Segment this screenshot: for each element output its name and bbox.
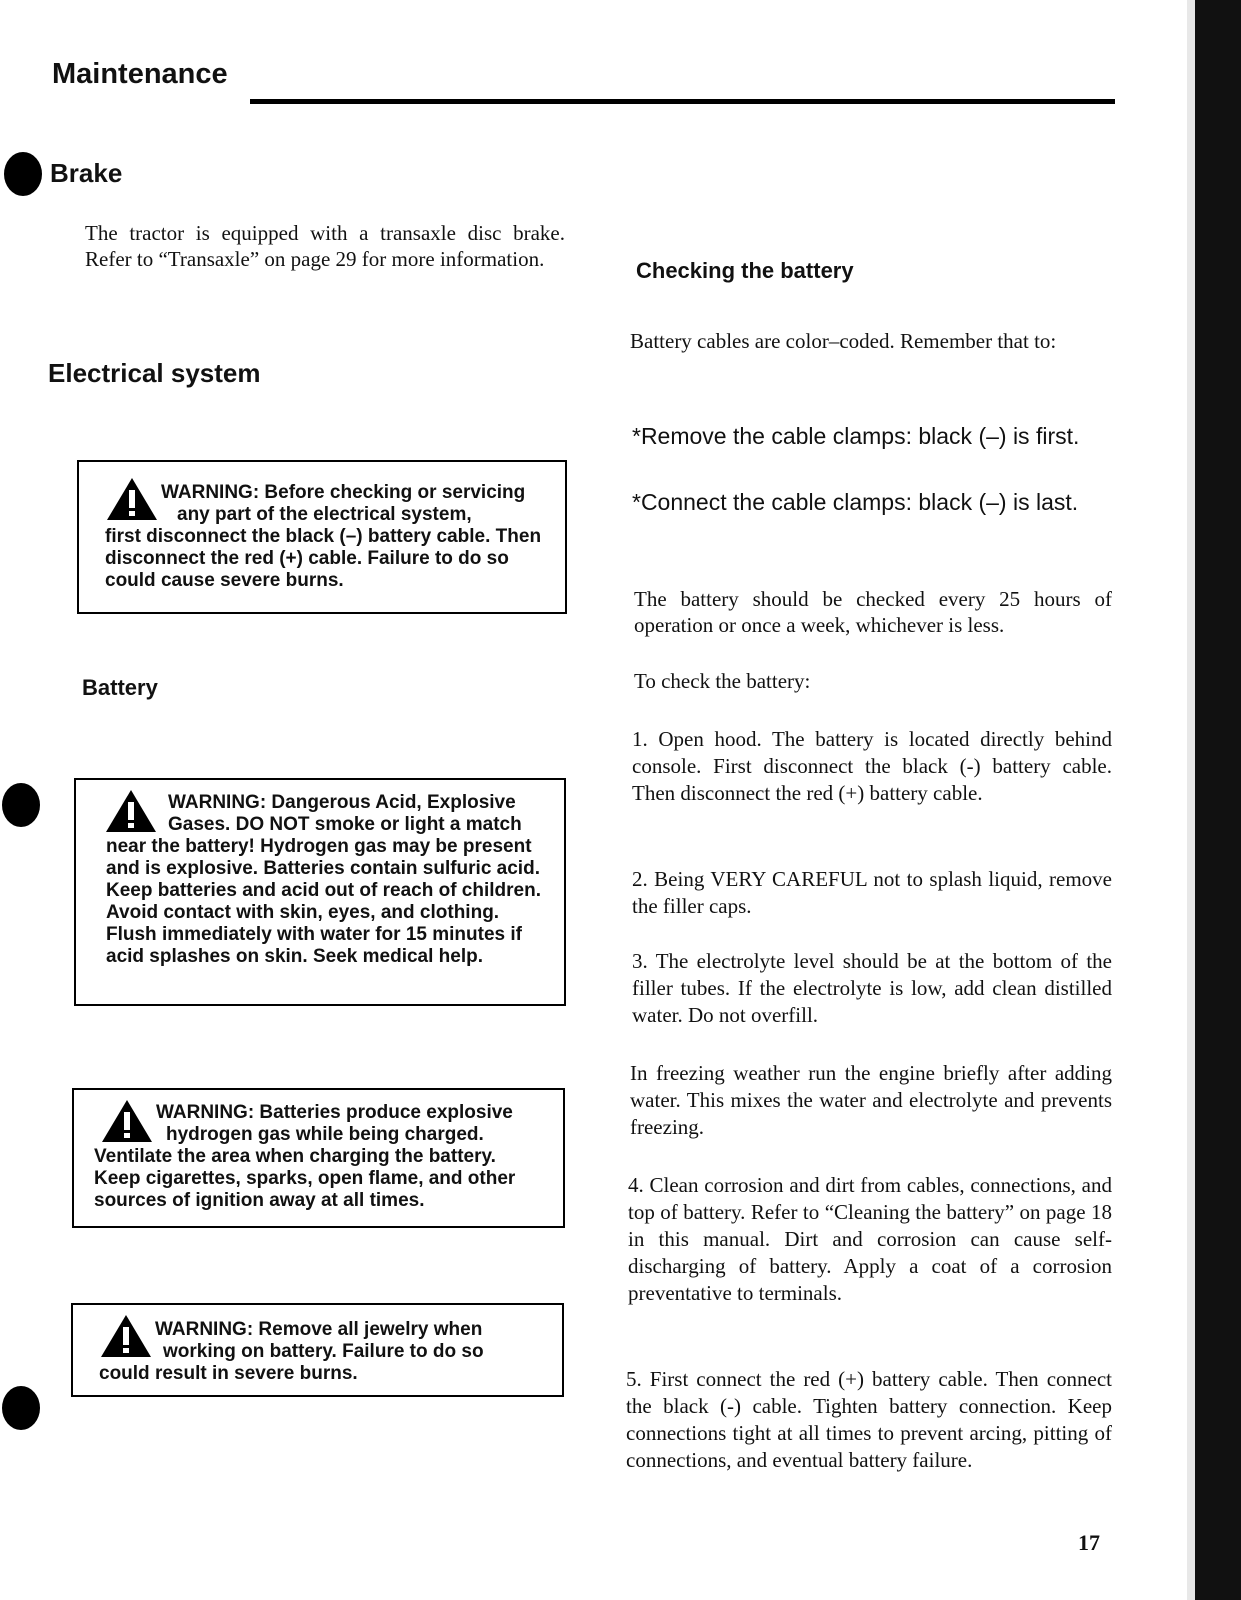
warning-box-acid — [74, 778, 566, 1006]
binder-hole-middle — [2, 783, 40, 827]
brake-text: The tractor is equipped with a transaxle disc brake. Refer to “Transaxle” on page 29 for more information. — [85, 221, 565, 271]
step-4: 4. Clean corrosion and dirt from cables, connections, and top of battery. Refer to “Cleaning the battery” on page 18 in this manual. Dirt and corrosion can cause self-discharging of battery. Apply a coat of a corrosion preventative to terminals. — [628, 1173, 1112, 1305]
color-coded-intro: Battery cables are color–coded. Remember that to: — [630, 329, 1057, 353]
step-5: 5. First connect the red (+) battery cable. Then connect the black (-) cable. Tighten battery connection. Keep connections tight at all times to prevent arcing, pitting of connections, and eventual battery failure. — [626, 1367, 1112, 1472]
brake-heading: Brake — [50, 158, 123, 188]
warning-line1: WARNING: Dangerous Acid, Explosive — [168, 792, 516, 813]
step-2: 2. Being VERY CAREFUL not to splash liquid, remove the filler caps. — [632, 867, 1112, 918]
electrical-heading: Electrical system — [48, 358, 261, 388]
section-title: Maintenance — [52, 58, 228, 90]
to-check-label: To check the battery: — [634, 669, 811, 693]
warning-box-electrical — [77, 460, 567, 614]
binder-hole-top — [4, 152, 42, 196]
warning-line1: WARNING: Batteries produce explosive — [156, 1102, 513, 1123]
check-schedule: The battery should be checked every 25 hours of operation or once a week, whichever is less. — [634, 587, 1112, 637]
page-number: 17 — [1078, 1530, 1100, 1555]
battery-heading: Battery — [82, 675, 158, 700]
warning-line2: hydrogen gas while being charged. — [166, 1124, 484, 1145]
warning-line1: WARNING: Remove all jewelry when — [155, 1319, 483, 1340]
header-rule — [250, 99, 1115, 104]
remove-clamps-note: *Remove the cable clamps: black (–) is first. — [632, 423, 1080, 449]
warning-body: Ventilate the area when charging the battery. Keep cigarettes, sparks, open flame, and other sources of ignition away at all times. — [94, 1146, 516, 1211]
freezing-note: In freezing weather run the engine briefly after adding water. This mixes the water and electrolyte and prevents freezing. — [630, 1061, 1112, 1139]
binder-hole-bottom — [2, 1386, 40, 1430]
warning-line1: WARNING: Before checking or servicing — [161, 482, 526, 503]
warning-triangle-icon — [104, 788, 158, 834]
step-3: 3. The electrolyte level should be at the bottom of the filler tubes. If the electrolyte is low, add clean distilled water. Do not overfill. — [632, 949, 1112, 1027]
step-1: 1. Open hood. The battery is located directly behind console. First disconnect the black (-) battery cable. Then disconnect the red (+) battery cable. — [632, 727, 1112, 805]
connect-clamps-note: *Connect the cable clamps: black (–) is last. — [632, 489, 1079, 515]
warning-triangle-icon — [105, 476, 159, 522]
warning-triangle-icon — [100, 1098, 154, 1144]
warning-body: near the battery! Hydrogen gas may be present and is explosive. Batteries contain sulfuric acid. Keep batteries and acid out of reach of children. Avoid contact with skin, eyes, and clothing. Flush immediately with water for 15 minutes if acid splashes on skin. Seek medical help. — [106, 836, 541, 967]
scan-edge-shadow — [1187, 0, 1195, 1600]
scan-edge — [1195, 0, 1241, 1600]
checking-battery-heading: Checking the battery — [636, 258, 854, 283]
warning-box-jewelry — [71, 1303, 564, 1397]
warning-body: could result in severe burns. — [99, 1363, 358, 1384]
warning-body: first disconnect the black (–) battery cable. Then disconnect the red (+) cable. Failure to do so could cause severe burns. — [105, 526, 542, 591]
warning-line2: any part of the electrical system, — [177, 504, 472, 525]
warning-box-hydrogen — [72, 1088, 565, 1228]
warning-triangle-icon — [99, 1313, 153, 1359]
warning-line2: Gases. DO NOT smoke or light a match — [168, 814, 522, 835]
warning-line2: working on battery. Failure to do so — [163, 1341, 484, 1362]
